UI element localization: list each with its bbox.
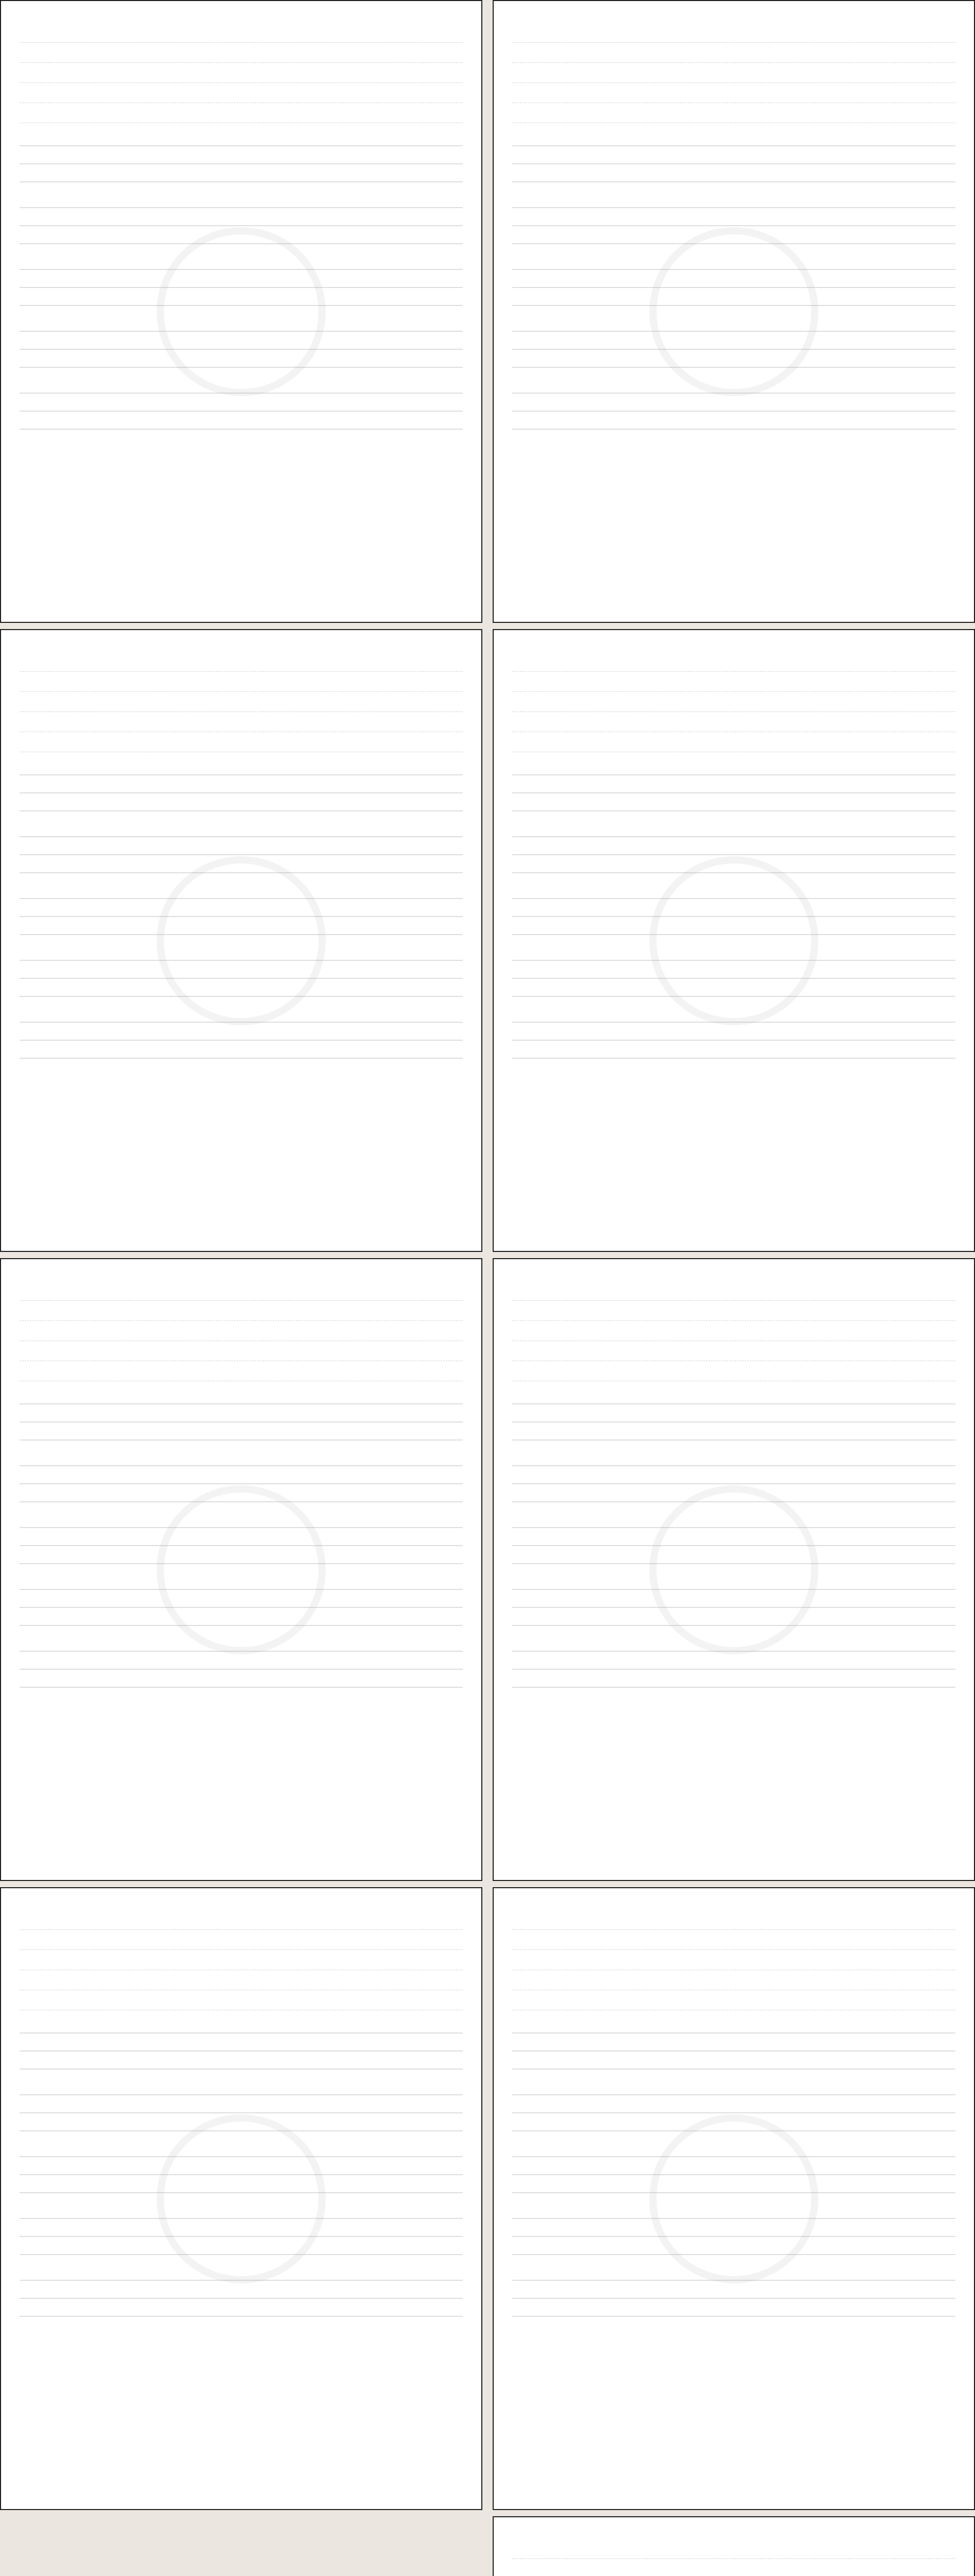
clause-3	[20, 252, 463, 309]
clause-2	[20, 190, 463, 247]
warned-party	[20, 1970, 463, 1990]
clause-1	[512, 128, 955, 185]
clause-1	[512, 1386, 955, 1443]
clause-5	[512, 1634, 955, 1690]
notice-body	[20, 1281, 463, 1825]
signature-title	[512, 1833, 955, 1850]
agents	[512, 672, 955, 692]
sender-address	[20, 63, 463, 83]
signature-block	[512, 1833, 955, 1868]
clause-1	[512, 2015, 955, 2072]
sender	[20, 1910, 463, 1930]
sender	[512, 23, 955, 43]
sender-address	[512, 63, 955, 83]
sender-address	[512, 1950, 955, 1970]
clause-4	[512, 2201, 955, 2258]
agents	[512, 2559, 955, 2576]
clause-4	[20, 314, 463, 370]
agents	[512, 43, 955, 63]
signature-names	[20, 592, 463, 609]
warned-address	[512, 732, 955, 752]
notice-header	[512, 1902, 955, 1903]
warned-address	[512, 1361, 955, 1381]
sender-address	[20, 1950, 463, 1970]
clause-2	[512, 819, 955, 876]
clause-1	[20, 757, 463, 814]
signature-names	[512, 1850, 955, 1868]
agents	[512, 1930, 955, 1950]
signature-block	[512, 1204, 955, 1239]
closing-line	[20, 437, 463, 457]
agents	[512, 1301, 955, 1321]
warned-party	[512, 83, 955, 103]
closing-line	[20, 1066, 463, 1086]
signature-block	[20, 1204, 463, 1239]
warned-party	[20, 712, 463, 732]
signature-title	[20, 2462, 463, 2479]
clause-2	[20, 1448, 463, 1505]
sender	[512, 652, 955, 672]
notice-header	[20, 14, 463, 15]
clause-4	[20, 2201, 463, 2258]
legal-notice-5	[493, 1258, 975, 1881]
closing-line	[512, 1066, 955, 1086]
warned-party	[512, 712, 955, 732]
sender	[20, 652, 463, 672]
signature-block	[512, 2462, 955, 2497]
legal-notice-2	[0, 0, 482, 623]
sender-address	[20, 692, 463, 712]
notice-body	[20, 652, 463, 1196]
notice-header	[20, 1902, 463, 1903]
signature-block	[20, 2462, 463, 2497]
signature-title	[512, 1204, 955, 1221]
clause-5	[20, 1634, 463, 1690]
warned-address	[512, 103, 955, 123]
notice-body	[512, 652, 955, 1196]
closing-line	[512, 2325, 955, 2344]
warned-address	[20, 732, 463, 752]
legal-notice-4	[0, 629, 482, 1252]
notice-header	[20, 1273, 463, 1274]
clause-4	[512, 943, 955, 999]
clause-5	[20, 2263, 463, 2319]
notice-body	[20, 1910, 463, 2454]
notice-header	[512, 14, 955, 15]
sender	[20, 23, 463, 43]
clause-1	[20, 128, 463, 185]
notice-body	[512, 1281, 955, 1825]
signature-names	[20, 1221, 463, 1239]
notice-body	[20, 23, 463, 567]
signature-block	[20, 574, 463, 609]
sender	[512, 2539, 955, 2559]
signature-names	[20, 2479, 463, 2497]
clause-4	[512, 1572, 955, 1629]
clause-4	[20, 1572, 463, 1629]
clause-3	[20, 2139, 463, 2196]
clause-2	[512, 190, 955, 247]
signature-block	[20, 1833, 463, 1868]
clause-2	[20, 819, 463, 876]
sender-address	[512, 1321, 955, 1341]
warned-address	[20, 1990, 463, 2010]
legal-notice-1	[493, 0, 975, 623]
signature-title	[512, 574, 955, 592]
clause-2	[512, 2077, 955, 2134]
warned-address	[20, 1361, 463, 1381]
clause-5	[512, 376, 955, 432]
clause-3	[512, 881, 955, 938]
warned-address	[512, 1990, 955, 2010]
notice-header	[512, 2531, 955, 2532]
signature-names	[20, 1850, 463, 1868]
signature-title	[512, 2462, 955, 2479]
clause-1	[20, 2015, 463, 2072]
sender	[512, 1281, 955, 1301]
agents	[20, 1301, 463, 1321]
signature-title	[20, 574, 463, 592]
warned-address	[20, 103, 463, 123]
clause-5	[512, 1005, 955, 1061]
signature-title	[20, 1833, 463, 1850]
clause-2	[20, 2077, 463, 2134]
clause-2	[512, 1448, 955, 1505]
clause-3	[512, 1510, 955, 1567]
sender-address	[512, 692, 955, 712]
warned-party	[20, 83, 463, 103]
legal-notice-9	[493, 2516, 975, 2576]
signature-names	[512, 2479, 955, 2497]
notice-header	[512, 1273, 955, 1274]
closing-line	[20, 1696, 463, 1715]
closing-line	[512, 437, 955, 457]
clause-3	[512, 252, 955, 309]
notice-header	[20, 643, 463, 645]
notice-body	[512, 1910, 955, 2454]
clause-3	[512, 2139, 955, 2196]
clause-5	[512, 2263, 955, 2319]
closing-line	[512, 1696, 955, 1715]
legal-notice-8	[0, 1887, 482, 2510]
sender	[512, 1910, 955, 1930]
signature-block	[512, 574, 955, 609]
signature-names	[512, 592, 955, 609]
signature-title	[20, 1204, 463, 1221]
notice-body	[512, 23, 955, 567]
signature-names	[512, 1221, 955, 1239]
clause-1	[20, 1386, 463, 1443]
sender-address	[20, 1321, 463, 1341]
clause-4	[20, 943, 463, 999]
legal-notice-7	[493, 1887, 975, 2510]
legal-notice-6	[0, 1258, 482, 1881]
clause-1	[512, 757, 955, 814]
clause-5	[20, 1005, 463, 1061]
clause-3	[20, 1510, 463, 1567]
clause-5	[20, 376, 463, 432]
warned-party	[512, 1341, 955, 1361]
agents	[20, 672, 463, 692]
notice-body	[512, 2539, 955, 2576]
clause-4	[512, 314, 955, 370]
closing-line	[20, 2325, 463, 2344]
clause-3	[20, 881, 463, 938]
notice-header	[512, 643, 955, 645]
sender	[20, 1281, 463, 1301]
agents	[20, 43, 463, 63]
agents	[20, 1930, 463, 1950]
legal-notice-3	[493, 629, 975, 1252]
warned-party	[20, 1341, 463, 1361]
warned-party	[512, 1970, 955, 1990]
